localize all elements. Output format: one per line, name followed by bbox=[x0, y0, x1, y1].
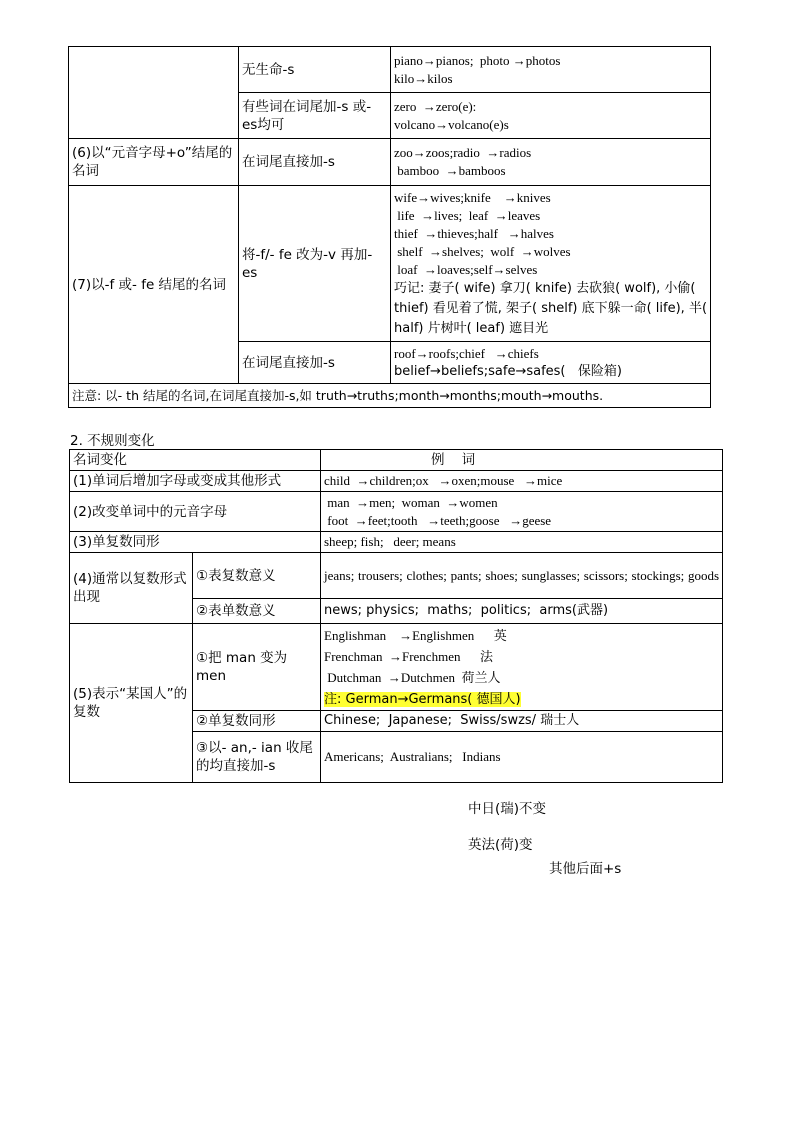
category-cell-continued bbox=[69, 47, 239, 139]
example-cell: jeans; trousers; clothes; pants; shoes; sunglasses; scissors; stockings; goods bbox=[321, 553, 723, 599]
example-cell: wife→wives;knife →knives life →lives; leaf →leaves thief →thieves;half →halves shelf →shelves; wolf →wolves loaf →loaves;self→selves 巧记: 妻子( wife) 拿刀( knife) 去砍狼( wolf), 小偷( thief) 看见着了慌, 架子( shelf) 底下躲一命( life), 半( half) 片树叶( leaf) 遮目光 bbox=[391, 186, 711, 342]
rule-cell: 有些词在词尾加-s 或- es均可 bbox=[239, 93, 391, 139]
irregular-plural-table bbox=[69, 449, 723, 783]
category-cell: (3)单复数同形 bbox=[70, 532, 321, 553]
example-cell: piano→pianos; photo →photos kilo→kilos bbox=[391, 47, 711, 93]
subcategory-cell: ②单复数同形 bbox=[193, 711, 321, 732]
section-title: 2. 不规则变化 bbox=[70, 433, 155, 449]
rule-cell: 无生命-s bbox=[239, 47, 391, 93]
category-cell: (2)改变单词中的元音字母 bbox=[70, 492, 321, 532]
example-cell: child →children;ox →oxen;mouse →mice bbox=[321, 471, 723, 492]
subcategory-cell: ①表复数意义 bbox=[193, 553, 321, 599]
example-cell: zero →zero(e): volcano→volcano(e)s bbox=[391, 93, 711, 139]
category-cell: (6)以“元音字母+o”结尾的名词 bbox=[69, 139, 239, 186]
header-category: 名词变化 bbox=[70, 450, 321, 471]
mnemonic-text: 巧记: 妻子( wife) 拿刀( knife) 去砍狼( wolf), 小偷( thief) 看见着了慌, 架子( shelf) 底下躲一命( life), 半( half) 片树叶( leaf) 遮目光 bbox=[394, 280, 708, 336]
subcategory-cell: ③以- an,- ian 收尾的均直接加-s bbox=[193, 732, 321, 783]
rule-cell: 将-f/- fe 改为-v 再加-es bbox=[239, 186, 391, 342]
example-cell: man →men; woman →women foot →feet;tooth →teeth;goose →geese bbox=[321, 492, 723, 532]
category-cell: (4)通常以复数形式出现 bbox=[70, 553, 193, 624]
rule-cell: 在词尾直接加-s bbox=[239, 342, 391, 384]
memory-note: 中日(瑞)不变 bbox=[468, 801, 547, 817]
highlighted-note: 注: German→Germans( 德国人) bbox=[324, 691, 521, 707]
example-cell: Chinese; Japanese; Swiss/swzs/ 瑞士人 bbox=[321, 711, 723, 732]
subcategory-cell: ②表单数意义 bbox=[193, 599, 321, 624]
subcategory-cell: ①把 man 变为 men bbox=[193, 624, 321, 711]
category-cell: (5)表示“某国人”的复数 bbox=[70, 624, 193, 783]
header-examples: 例 词 bbox=[321, 450, 723, 471]
regular-plural-table bbox=[68, 46, 711, 408]
example-cell: zoo→zoos;radio →radios bamboo →bamboos bbox=[391, 139, 711, 186]
example-cell: roof→roofs;chief →chiefs belief→beliefs;safe→safes( 保险箱) bbox=[391, 342, 711, 384]
example-cell: Englishman →Englishmen 英 Frenchman →Frenchmen 法 Dutchman →Dutchmen 荷兰人 注: German→Germans( 德国人) bbox=[321, 624, 723, 711]
example-cell: sheep; fish; deer; means bbox=[321, 532, 723, 553]
rule-cell: 在词尾直接加-s bbox=[239, 139, 391, 186]
example-cell: news; physics; maths; politics; arms(武器) bbox=[321, 599, 723, 624]
memory-note: 英法(荷)变 bbox=[468, 837, 533, 853]
note-row: 注意: 以- th 结尾的名词,在词尾直接加-s,如 truth→truths;month→months;mouth→mouths. bbox=[69, 384, 711, 408]
example-cell: Americans; Australians; Indians bbox=[321, 732, 723, 783]
category-cell: (1)单词后增加字母或变成其他形式 bbox=[70, 471, 321, 492]
category-cell: (7)以-f 或- fe 结尾的名词 bbox=[69, 186, 239, 384]
memory-note: 其他后面+s bbox=[549, 861, 622, 877]
